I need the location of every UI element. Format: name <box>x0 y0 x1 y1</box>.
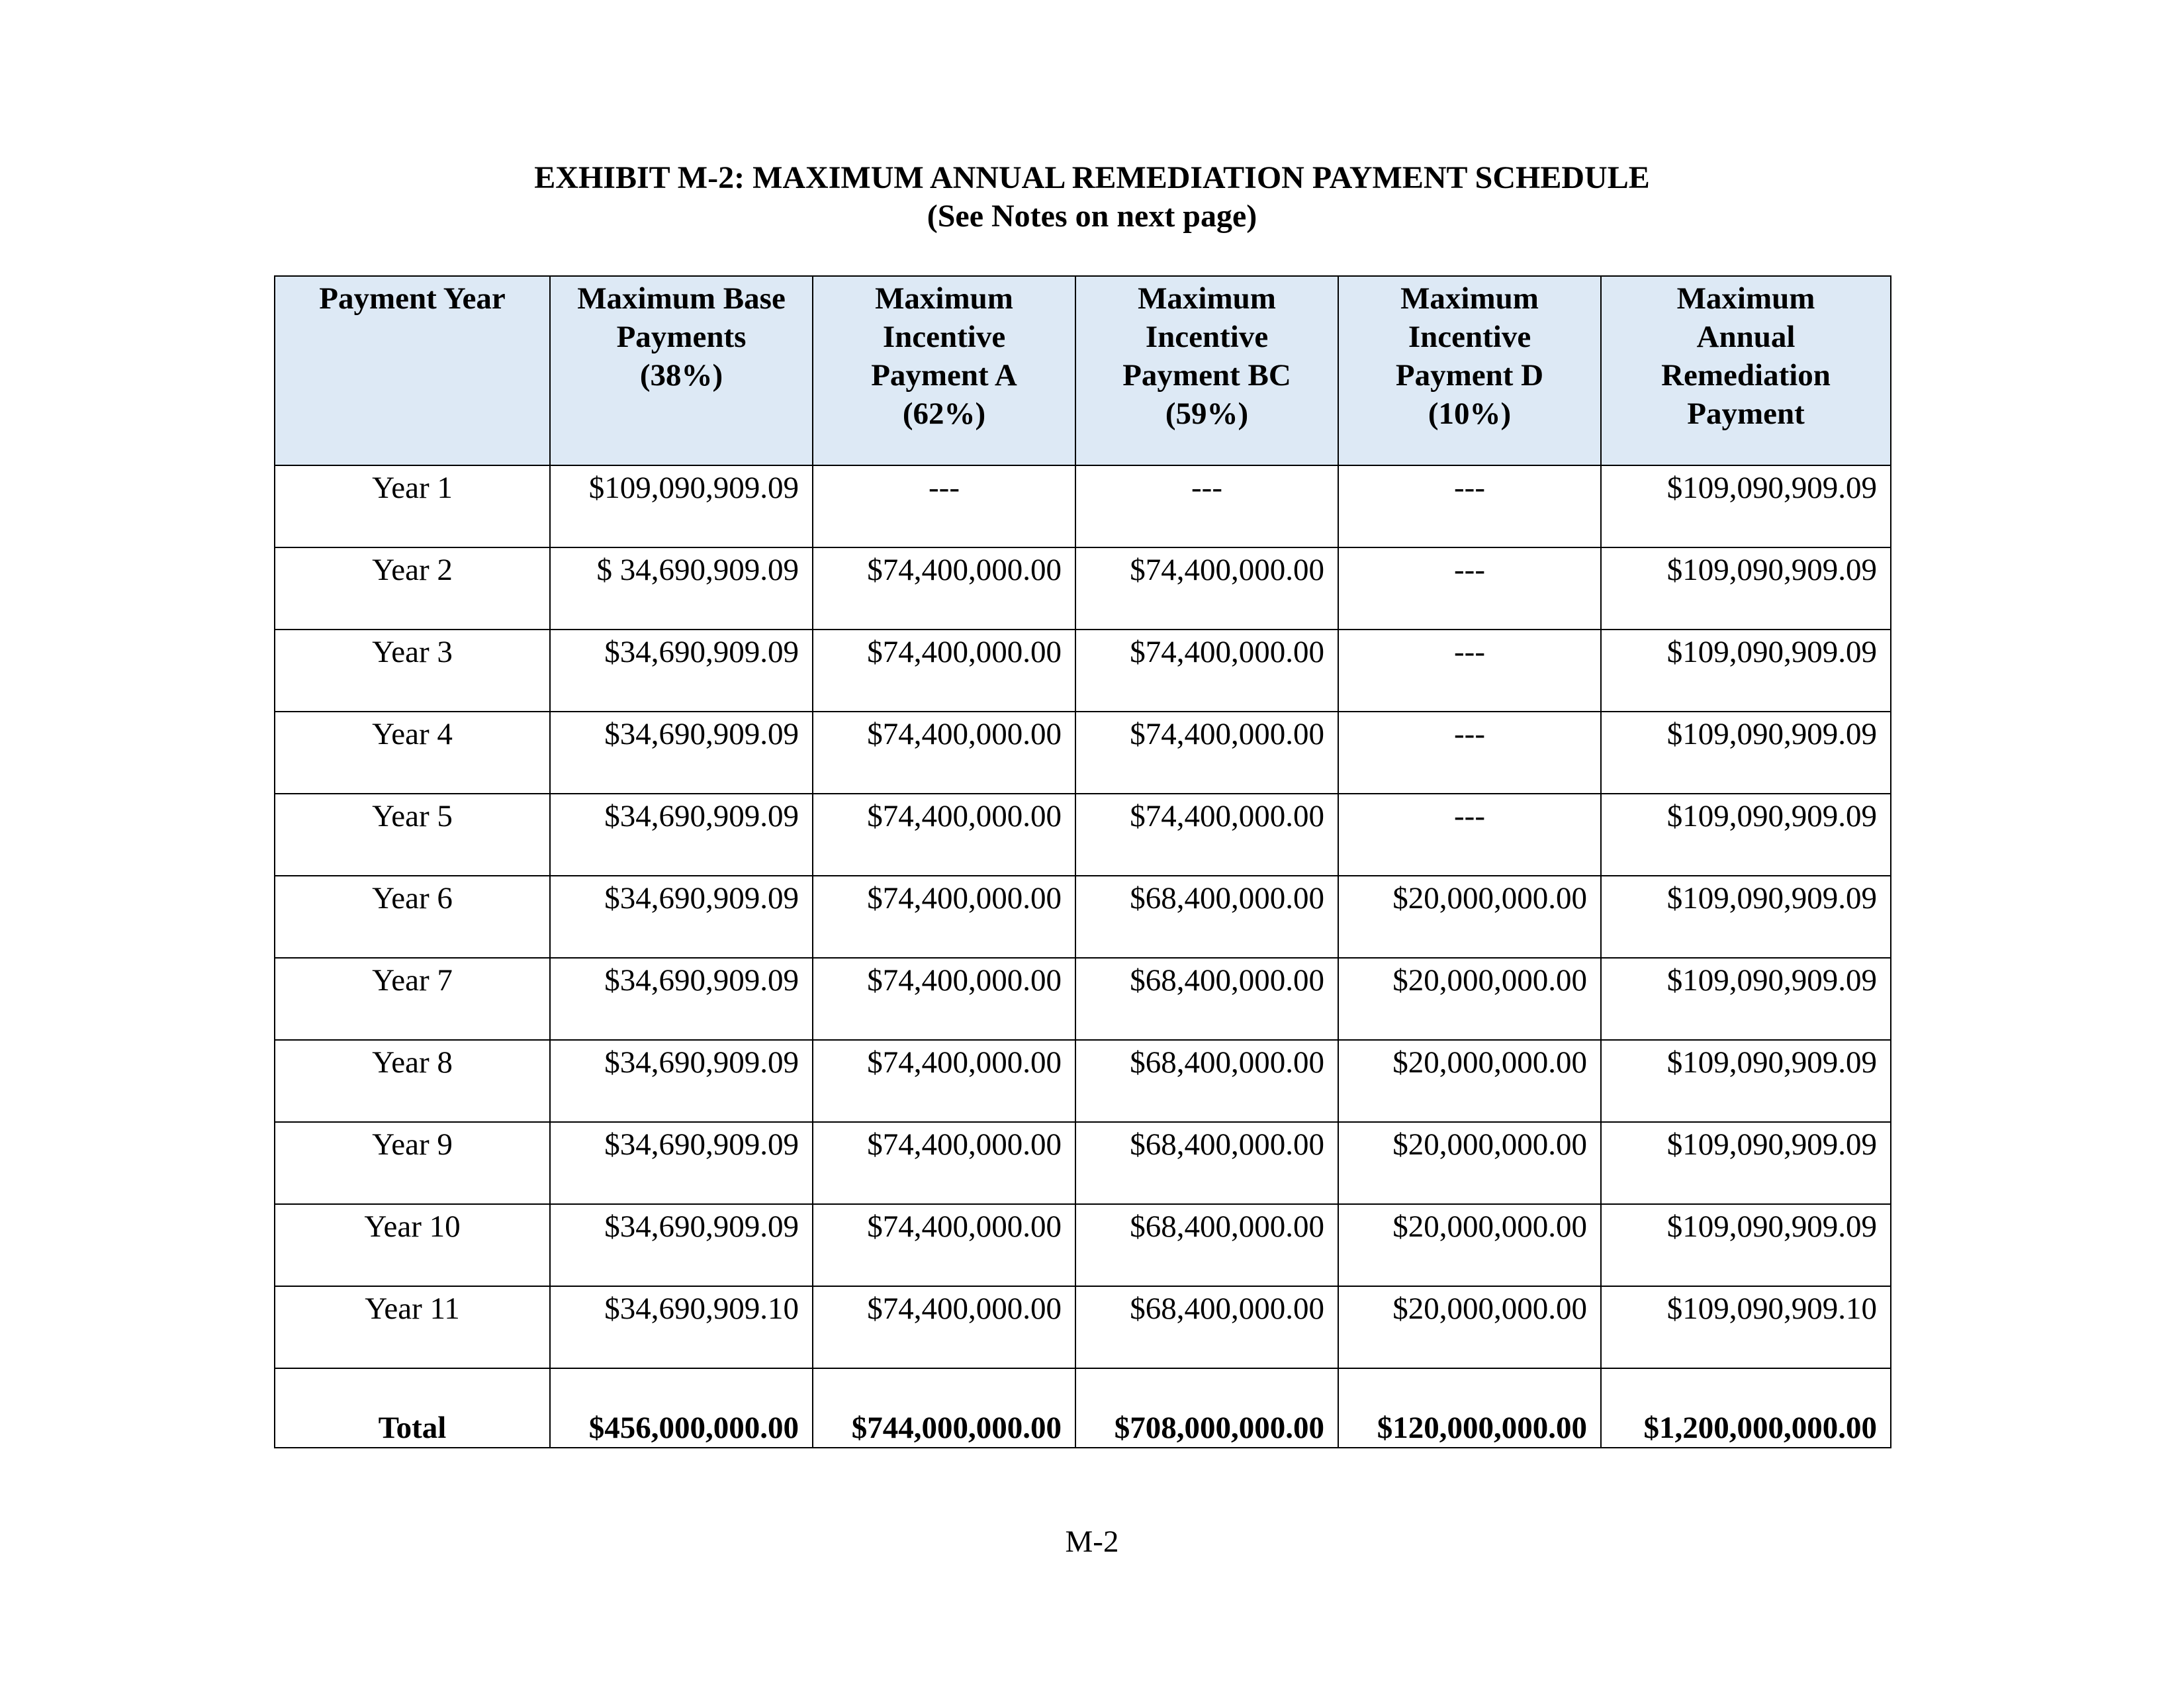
header-line: (62%) <box>902 397 986 431</box>
payment-year-cell: Year 11 <box>275 1286 550 1368</box>
amount-cell: $68,400,000.00 <box>1075 1122 1338 1204</box>
amount-cell: $20,000,000.00 <box>1338 1286 1601 1368</box>
table-body <box>275 465 1891 1368</box>
amount-cell: $34,690,909.09 <box>550 1122 813 1204</box>
payment-schedule-table <box>274 275 1891 1448</box>
table-row <box>275 1286 1891 1368</box>
amount-cell: $109,090,909.09 <box>1601 794 1891 876</box>
payment-year-cell: Year 9 <box>275 1122 550 1204</box>
amount-cell: $20,000,000.00 <box>1338 1040 1601 1122</box>
amount-cell: $109,090,909.09 <box>1601 465 1891 547</box>
empty-amount-cell: --- <box>1338 465 1601 547</box>
header-line: Payment A <box>871 358 1017 393</box>
empty-amount-cell: --- <box>813 465 1075 547</box>
amount-cell: $74,400,000.00 <box>813 958 1075 1040</box>
table-row <box>275 958 1891 1040</box>
amount-cell: $109,090,909.09 <box>1601 1122 1891 1204</box>
table-row <box>275 1040 1891 1122</box>
table-row <box>275 547 1891 630</box>
amount-cell: $68,400,000.00 <box>1075 958 1338 1040</box>
amount-cell: $74,400,000.00 <box>1075 630 1338 712</box>
header-line: Payment Year <box>319 281 506 316</box>
header-line: Incentive <box>882 320 1006 354</box>
amount-cell: $68,400,000.00 <box>1075 1040 1338 1122</box>
total-amount-cell: $1,200,000,000.00 <box>1601 1368 1891 1448</box>
header-max-annual-remediation <box>1601 276 1891 465</box>
header-line: Incentive <box>1408 320 1531 354</box>
amount-cell: $109,090,909.09 <box>1601 958 1891 1040</box>
amount-cell: $34,690,909.09 <box>550 1040 813 1122</box>
payment-year-cell: Year 10 <box>275 1204 550 1286</box>
empty-amount-cell: --- <box>1338 712 1601 794</box>
amount-cell: $20,000,000.00 <box>1338 1204 1601 1286</box>
amount-cell: $74,400,000.00 <box>813 547 1075 630</box>
table-row <box>275 1122 1891 1204</box>
table-row <box>275 465 1891 547</box>
amount-cell: $74,400,000.00 <box>1075 547 1338 630</box>
amount-cell: $74,400,000.00 <box>813 1204 1075 1286</box>
total-amount-cell: $456,000,000.00 <box>550 1368 813 1448</box>
header-line: (59%) <box>1165 397 1249 431</box>
amount-cell: $68,400,000.00 <box>1075 1286 1338 1368</box>
header-line: Incentive <box>1145 320 1269 354</box>
total-amount-cell: $120,000,000.00 <box>1338 1368 1601 1448</box>
page-number: M-2 <box>1065 1524 1119 1559</box>
payment-year-cell: Year 4 <box>275 712 550 794</box>
header-line: Maximum <box>1676 281 1815 316</box>
header-line: Payment BC <box>1122 358 1291 393</box>
payment-year-cell: Year 5 <box>275 794 550 876</box>
amount-cell: $74,400,000.00 <box>813 1286 1075 1368</box>
payment-year-cell: Year 6 <box>275 876 550 958</box>
header-line: Maximum <box>875 281 1013 316</box>
amount-cell: $34,690,909.10 <box>550 1286 813 1368</box>
amount-cell: $74,400,000.00 <box>813 876 1075 958</box>
header-line: Maximum Base <box>577 281 786 316</box>
amount-cell: $74,400,000.00 <box>813 1122 1075 1204</box>
amount-cell: $20,000,000.00 <box>1338 958 1601 1040</box>
exhibit-heading <box>0 159 2184 236</box>
payment-year-cell: Year 1 <box>275 465 550 547</box>
amount-cell: $109,090,909.09 <box>1601 1204 1891 1286</box>
amount-cell: $109,090,909.10 <box>1601 1286 1891 1368</box>
header-line: Annual <box>1696 320 1796 354</box>
amount-cell: $74,400,000.00 <box>1075 712 1338 794</box>
total-row <box>275 1368 1891 1448</box>
table-footer <box>275 1368 1891 1448</box>
amount-cell: $109,090,909.09 <box>1601 712 1891 794</box>
payment-year-cell: Year 8 <box>275 1040 550 1122</box>
header-line: Remediation <box>1661 358 1831 393</box>
header-max-incentive-a <box>813 276 1075 465</box>
amount-cell: $68,400,000.00 <box>1075 876 1338 958</box>
header-line: Payment <box>1687 397 1805 431</box>
header-line: Maximum <box>1400 281 1539 316</box>
amount-cell: $74,400,000.00 <box>813 1040 1075 1122</box>
payment-year-cell: Year 7 <box>275 958 550 1040</box>
table-row <box>275 630 1891 712</box>
header-line: (10%) <box>1428 397 1512 431</box>
amount-cell: $74,400,000.00 <box>813 794 1075 876</box>
amount-cell: $109,090,909.09 <box>1601 876 1891 958</box>
header-line: Maximum <box>1138 281 1276 316</box>
empty-amount-cell: --- <box>1338 547 1601 630</box>
page-subtitle: (See Notes on next page) <box>927 199 1257 234</box>
amount-cell: $ 34,690,909.09 <box>550 547 813 630</box>
header-max-incentive-bc <box>1075 276 1338 465</box>
empty-amount-cell: --- <box>1075 465 1338 547</box>
amount-cell: $74,400,000.00 <box>813 630 1075 712</box>
header-line: Payment D <box>1395 358 1544 393</box>
amount-cell: $34,690,909.09 <box>550 794 813 876</box>
amount-cell: $109,090,909.09 <box>550 465 813 547</box>
header-payment-year <box>275 276 550 465</box>
total-amount-cell: $708,000,000.00 <box>1075 1368 1338 1448</box>
empty-amount-cell: --- <box>1338 794 1601 876</box>
header-max-incentive-d <box>1338 276 1601 465</box>
payment-year-cell: Year 3 <box>275 630 550 712</box>
amount-cell: $109,090,909.09 <box>1601 630 1891 712</box>
amount-cell: $34,690,909.09 <box>550 876 813 958</box>
amount-cell: $74,400,000.00 <box>813 712 1075 794</box>
amount-cell: $109,090,909.09 <box>1601 547 1891 630</box>
amount-cell: $68,400,000.00 <box>1075 1204 1338 1286</box>
amount-cell: $34,690,909.09 <box>550 1204 813 1286</box>
empty-amount-cell: --- <box>1338 630 1601 712</box>
table-row <box>275 1204 1891 1286</box>
header-line: (38%) <box>639 358 723 393</box>
amount-cell: $20,000,000.00 <box>1338 876 1601 958</box>
table-row <box>275 876 1891 958</box>
table-header <box>275 276 1891 465</box>
header-row <box>275 276 1891 465</box>
amount-cell: $34,690,909.09 <box>550 712 813 794</box>
amount-cell: $20,000,000.00 <box>1338 1122 1601 1204</box>
amount-cell: $34,690,909.09 <box>550 630 813 712</box>
amount-cell: $74,400,000.00 <box>1075 794 1338 876</box>
total-amount-cell: $744,000,000.00 <box>813 1368 1075 1448</box>
table-row <box>275 794 1891 876</box>
table-row <box>275 712 1891 794</box>
header-max-base-payments <box>550 276 813 465</box>
amount-cell: $34,690,909.09 <box>550 958 813 1040</box>
payment-year-cell: Year 2 <box>275 547 550 630</box>
page-title: EXHIBIT M-2: MAXIMUM ANNUAL REMEDIATION PAYMENT SCHEDULE <box>534 160 1650 195</box>
total-label: Total <box>275 1368 550 1448</box>
amount-cell: $109,090,909.09 <box>1601 1040 1891 1122</box>
header-line: Payments <box>616 320 747 354</box>
